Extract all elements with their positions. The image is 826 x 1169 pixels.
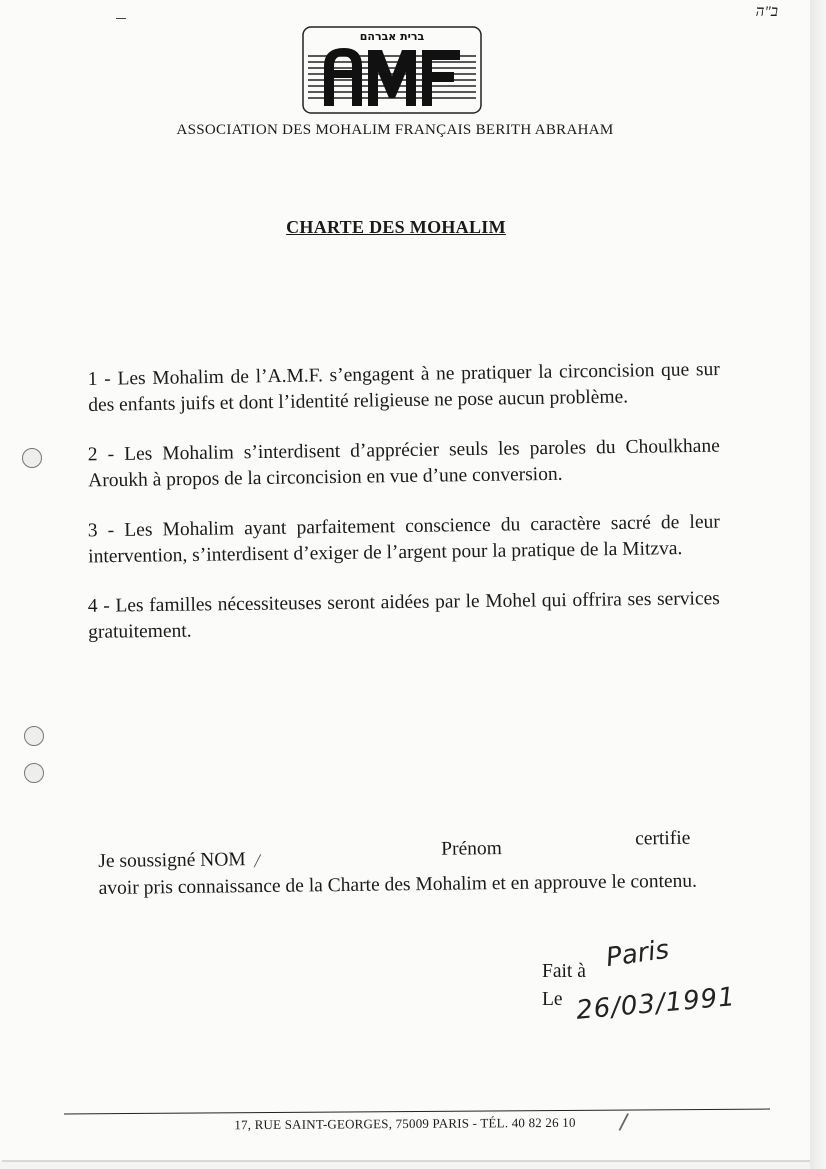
certifie-label: certifie xyxy=(634,827,691,850)
name-mark: / xyxy=(254,851,260,873)
logo-hebrew-text: ברית אברהם xyxy=(359,30,425,43)
prenom-label: Prénom xyxy=(441,838,503,860)
approval-statement: avoir pris connaissance de la Charte des Mohalim et en approuve le contenu. xyxy=(98,870,698,899)
clause-2: 2 - Les Mohalim s’interdisent d’apprécier seuls les paroles du Choulkhane Aroukh à propos de la circoncision en vue d’une conversion. xyxy=(87,435,720,492)
hebrew-mark: ב"ה xyxy=(755,4,778,20)
punch-hole xyxy=(24,763,44,783)
amf-logo xyxy=(302,26,482,114)
punch-hole xyxy=(22,448,42,468)
clause-1: 1 - Les Mohalim de l’A.M.F. s’engagent à ne pratiquer la circoncision que sur des enfants juifs et dont l’identité religieuse ne pose aucun problème. xyxy=(87,359,720,416)
handwritten-date: 26/03/1991 xyxy=(574,982,737,1026)
page-edge xyxy=(810,0,826,1169)
clause-3: 3 - Les Mohalim ayant parfaitement conscience du caractère sacré de leur intervention, s’interdisent d’exiger de l’argent pour la pratique de la Mitzva. xyxy=(87,511,720,568)
soussigne-label: Je soussigné NOM xyxy=(98,849,246,872)
clause-4: 4 - Les familles nécessiteuses seront aidées par le Mohel qui offrira ses services gratuitement. xyxy=(87,588,720,643)
document-title: CHARTE DES MOHALIM xyxy=(286,217,506,237)
place-date-block xyxy=(542,934,737,1026)
footer-address: 17, RUE SAINT-GEORGES, 75009 PARIS - TÉL. 40 82 26 10 xyxy=(234,1114,576,1133)
le-label: Le xyxy=(542,989,563,1010)
handwritten-place: Paris xyxy=(604,934,671,974)
stray-dash xyxy=(116,18,126,19)
punch-hole xyxy=(24,726,44,746)
organization-name: ASSOCIATION DES MOHALIM FRANÇAIS BERITH ABRAHAM xyxy=(176,122,614,138)
fait-a-label: Fait à xyxy=(542,961,586,982)
stray-pen-mark: / xyxy=(617,1109,630,1136)
charter-clauses xyxy=(87,359,720,666)
